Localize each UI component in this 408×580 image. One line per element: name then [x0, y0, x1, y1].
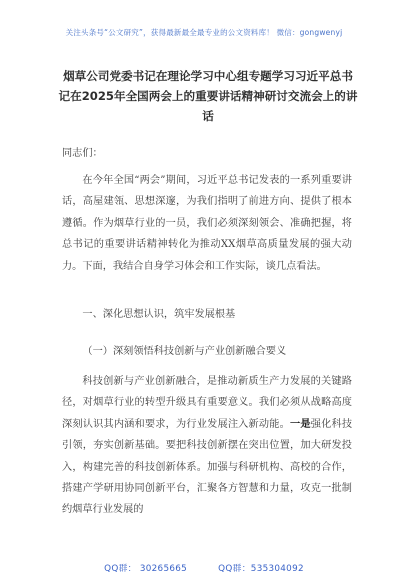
document-title: 烟草公司党委书记在理论学习中心组专题学习习近平总书记在2025年全国两会上的重要讲话精神研讨交流会上的讲话 [58, 69, 358, 123]
section-heading-1: 一、深化思想认识，筑牢发展根基 [82, 309, 236, 320]
header-note: 关注头条号“公文研究”，获得最新最全最专业的公文资料库！ 微信：gongwenyj [65, 28, 343, 37]
paragraph-tech-innovation [62, 371, 352, 521]
paragraph-text-continued: 强化科技引领，夯实创新基础。要把科技创新摆在突出位置，加大研发投入，构建完善的科技创新体系。加强与科研机构、高校的合作，搭建产学研用协同创新平台，汇聚各方智慧和力量，攻克一批制约烟草行业发展的 [62, 418, 353, 516]
qq-group-2: QQ群：535304092 [218, 564, 304, 574]
point-marker: 一是 [290, 417, 311, 430]
salutation: 同志们： [62, 148, 103, 159]
qq-group-1: QQ群： 30265665 [104, 564, 188, 574]
paragraph-intro: 在今年全国“两会”期间，习近平总书记发表的一系列重要讲话，高屋建瓴、思想深邃，为我们指明了前进方向、提供了根本遵循。作为烟草行业的一员，我们必须深刻领会、准确把握，将总书记的重要讲话精神转化为推动XX烟草高质量发展的强大动力。下面，我结合自身学习体会和工作实际，谈几点看法。 [62, 175, 352, 272]
footer [0, 561, 408, 574]
subsection-heading-1: （一）深刻领悟科技创新与产业创新融合要义 [82, 346, 287, 357]
paragraph-text: 科技创新与产业创新融合，是推动新质生产力发展的关键路径，对烟草行业的转型升级具有重要意义。我们必须从战略高度深刻认识其内涵和要求，为行业发展注入新动能。 [62, 376, 352, 430]
